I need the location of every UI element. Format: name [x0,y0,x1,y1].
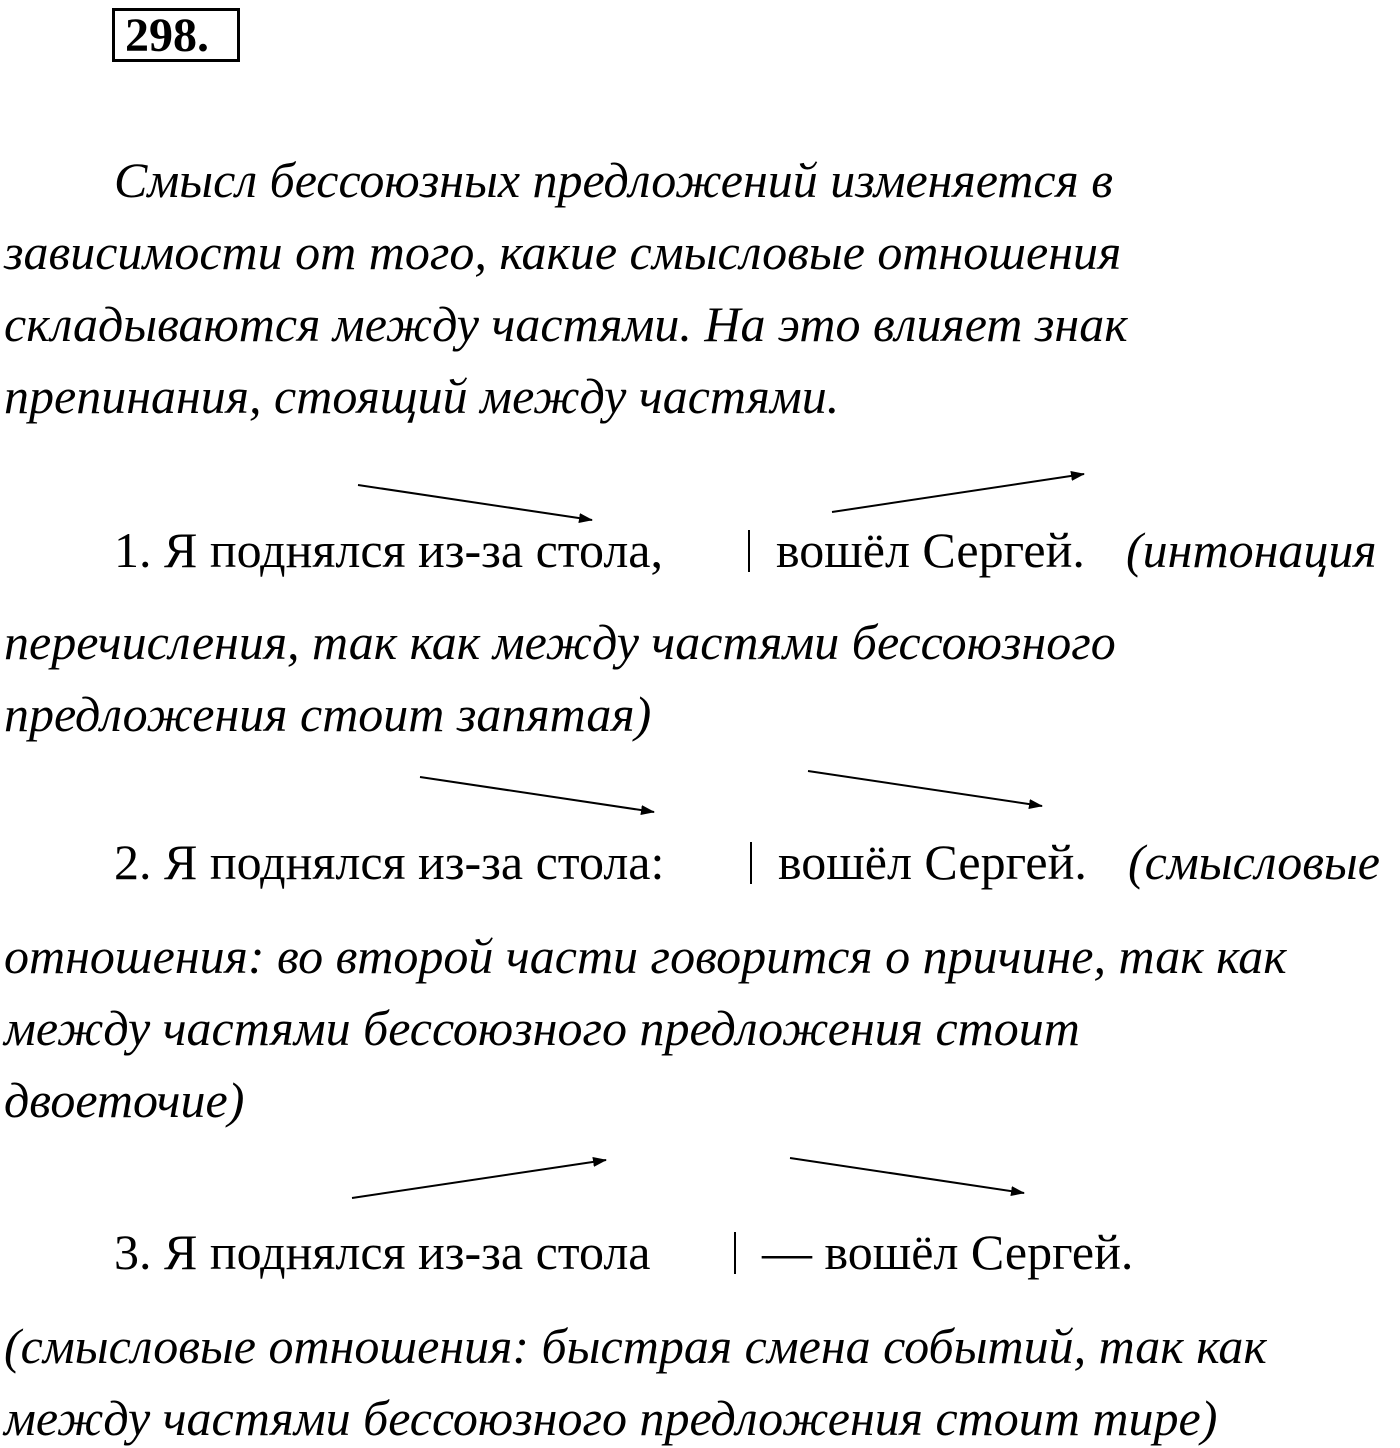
example-2-part-2: вошёл Сергей. [778,834,1087,890]
arrow-1b [832,474,1084,512]
arrow-2b [808,771,1042,806]
intro-line-2: зависимости от того, какие смысловые отношения [4,224,1122,280]
example-2-part-1: 2. Я поднялся из-за стола: [114,834,665,890]
exercise-number: 298. [112,8,240,62]
arrow-3a [352,1160,606,1198]
example-1-note-start: (интонация [1126,522,1377,578]
intro-line-1: Смысл бессоюзных предложений изменяется в [114,152,1113,208]
example-1-note-line-2: предложения стоит запятая) [4,686,652,742]
intro-line-4: препинания, стоящий между частями. [4,368,840,424]
example-1-part-1: 1. Я поднялся из-за стола, [114,522,663,578]
example-2-boundary-mark [750,842,752,884]
arrow-1a [358,485,592,520]
example-3-note-line-1: (смысловые отношения: быстрая смена событий, так как [4,1318,1267,1374]
example-3-part-1: 3. Я поднялся из-за стола [114,1224,651,1280]
example-1-note-line-1: перечисления, так как между частями бессоюзного [4,614,1116,670]
example-1-boundary-mark [748,530,750,572]
example-2-note-line-1: отношения: во второй части говорится о причине, так как [4,928,1287,984]
arrow-2a [420,777,654,812]
example-3-part-2: — вошёл Сергей. [762,1224,1134,1280]
example-2-note-line-3: двоеточие) [4,1072,245,1128]
example-1-part-2: вошёл Сергей. [776,522,1085,578]
example-2-note-start: (смысловые [1128,834,1380,890]
intro-line-3: складываются между частями. На это влияет знак [4,296,1128,352]
example-3-note-line-2: между частями бессоюзного предложения стоит тире) [4,1390,1218,1446]
arrow-3b [790,1158,1024,1193]
example-3-boundary-mark [734,1232,736,1274]
example-2-note-line-2: между частями бессоюзного предложения стоит [4,1000,1080,1056]
